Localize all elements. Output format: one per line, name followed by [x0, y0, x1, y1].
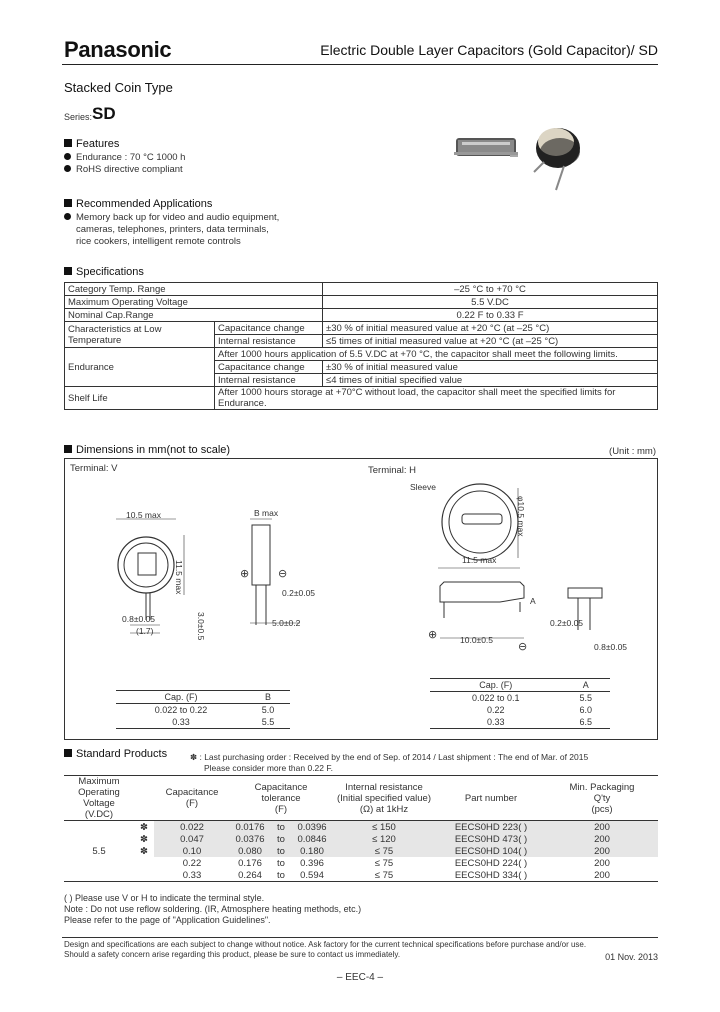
square-bullet-icon	[64, 199, 72, 207]
table-row: Maximum Operating Voltage 5.5 V.DC	[65, 296, 658, 309]
terminal-v-cap-table	[116, 690, 290, 729]
terminal-h-cap-table	[430, 678, 610, 729]
table-row: 0.22 0.176 to 0.396 ≤ 75 EECS0HD 224( ) 200	[182, 857, 610, 869]
table-row: 0.33 6.5	[430, 716, 610, 729]
terminal-v-label: Terminal: V	[70, 463, 118, 474]
document-title: Electric Double Layer Capacitors (Gold Capacitor)/ SD	[320, 42, 658, 58]
discontinued-note-2: Please consider more than 0.22 F.	[204, 763, 333, 773]
table-header-row	[64, 776, 658, 821]
terminal-h-drawing	[400, 478, 630, 658]
dim-label: 0.8±0.05	[122, 614, 156, 624]
features-list	[64, 152, 185, 176]
brand-logo: Panasonic	[64, 37, 172, 62]
dimensions-heading: Dimensions in mm(not to scale)	[64, 444, 230, 456]
series-value: SD	[92, 104, 116, 123]
list-item: cameras, telephones, printers, data terminals,	[76, 224, 269, 235]
dim-label: 10.5 max	[126, 510, 161, 520]
list-item: Endurance : 70 °C 1000 h	[64, 152, 185, 164]
list-item: RoHS directive compliant	[64, 164, 185, 176]
list-item: rice cookers, intelligent remote controls	[76, 236, 241, 247]
plus-icon: ⊕	[240, 567, 250, 580]
column-header: Internal resistance (Initial specified value) (Ω) at 1kHz	[337, 781, 431, 815]
column-header: Maximum Operating Voltage (V.DC)	[78, 776, 120, 820]
dim-label: B max	[254, 508, 279, 518]
square-bullet-icon	[64, 267, 72, 275]
terminal-h-label: Terminal: H	[368, 465, 417, 476]
bullet-icon	[64, 153, 71, 160]
list-item: Memory back up for video and audio equipment,	[64, 212, 279, 224]
table-row: Characteristics at Low Temperature Capacitance change ±30 % of initial measured value at +20 °C (at –25 °C)	[65, 322, 658, 335]
bullet-icon	[64, 165, 71, 172]
page-number: – EEC-4 –	[336, 972, 384, 983]
column-header: Capacitance tolerance (F)	[254, 781, 308, 815]
table-row: Cap. (F) A	[430, 679, 610, 692]
table-row: 0.22 6.0	[486, 705, 592, 715]
dim-label: 3.0±0.5	[196, 612, 206, 641]
dim-label: 10.0±0.5	[460, 635, 494, 645]
table-row: ✽ 0.10 0.080 to 0.180 ≤ 75 EECS0HD 104( ) 200	[64, 845, 658, 857]
table-row: 0.022 to 0.1 5.5	[471, 693, 592, 703]
bullet-icon	[64, 213, 71, 220]
column-header: Min. Packaging Q'ty (pcs)	[569, 781, 635, 815]
table-row: 5.5 ✽ 0.022 0.0176 to 0.0396 ≤ 150 EECS0HD 223( ) 200	[64, 821, 658, 834]
table-row: Cap. (F) B	[116, 691, 290, 704]
dim-label: A	[530, 596, 536, 606]
header-rule	[62, 64, 658, 65]
specifications-table	[64, 282, 658, 410]
features-heading: Features	[64, 138, 119, 150]
column-header: Part number	[464, 792, 518, 804]
square-bullet-icon	[64, 749, 72, 757]
capacitor-side-photo	[454, 138, 518, 157]
dim-label: 0.2±0.05	[550, 618, 584, 628]
series-label: Series:	[64, 112, 93, 122]
table-row: Shelf Life After 1000 hours storage at +70°C without load, the capacitor shall meet the specified limits for Endurance.	[65, 387, 658, 410]
unit-label: (Unit : mm)	[609, 446, 656, 457]
table-row: 0.022 to 0.22 5.0	[154, 705, 275, 715]
applications-heading: Recommended Applications	[64, 198, 212, 210]
footer-date: 01 Nov. 2013	[605, 952, 658, 962]
dim-label: 0.8±0.05	[594, 642, 628, 652]
square-bullet-icon	[64, 445, 72, 453]
table-row: Endurance After 1000 hours application of 5.5 V.DC at +70 °C, the capacitor shall meet the following limits.	[65, 348, 658, 361]
applications-list	[64, 212, 279, 248]
table-row: Internal resistance ≤5 times of initial measured value at +20 °C (at –25 °C)	[65, 335, 658, 348]
table-row: Nominal Cap.Range 0.22 F to 0.33 F	[65, 309, 658, 322]
minus-icon: ⊖	[518, 640, 528, 653]
square-bullet-icon	[64, 139, 72, 147]
capacitor-coin-photo	[534, 128, 580, 190]
dim-label: 11.5 max	[462, 555, 497, 565]
table-row: 0.33 0.264 to 0.594 ≤ 75 EECS0HD 334( ) 200	[64, 869, 658, 882]
minus-icon: ⊖	[278, 567, 288, 580]
table-row: Internal resistance ≤4 times of initial specified value	[65, 374, 658, 387]
standard-products-table	[64, 775, 658, 882]
table-row: ✽ 0.047 0.0376 to 0.0846 ≤ 120 EECS0HD 473( ) 200	[64, 833, 658, 845]
dim-label: φ10.5 max	[516, 496, 526, 537]
column-header: Capacitance (F)	[165, 787, 219, 809]
voltage-cell: 5.5	[92, 845, 106, 857]
dim-label: 5.0±0.2	[272, 618, 301, 628]
plus-icon: ⊕	[428, 628, 438, 641]
page-subtitle: Stacked Coin Type	[64, 80, 173, 95]
product-notes: ( ) Please use V or H to indicate the terminal style. Note : Do not use reflow soldering. (IR, Atmosphere heating methods, etc.) Please refer to the page of "Application Guidelines".	[64, 893, 362, 925]
footer-rule	[62, 937, 658, 938]
discontinued-note: ✽ : Last purchasing order : Received by the end of Sep. of 2014 / Last shipment : The end of Mar. of 2015	[190, 752, 589, 762]
footer-disclaimer: Design and specifications are each subject to change without notice. Ask factory for the current technical specifications before purchase and/or use. Should a safety concern arise regarding this product, please be sure to contact us immediately.	[64, 940, 587, 959]
specifications-heading: Specifications	[64, 266, 144, 278]
table-row: Category Temp. Range –25 °C to +70 °C	[65, 283, 658, 296]
table-row: Capacitance change ±30 % of initial measured value	[65, 361, 658, 374]
dim-label: 0.2±0.05	[282, 588, 316, 598]
dim-label: 11.5 max	[174, 560, 184, 595]
dim-label: Sleeve	[410, 482, 436, 492]
table-row: 0.33 5.5	[116, 716, 290, 729]
product-photo	[452, 124, 582, 194]
dim-label: (1.7)	[136, 626, 154, 636]
standard-products-heading: Standard Products	[64, 748, 167, 760]
